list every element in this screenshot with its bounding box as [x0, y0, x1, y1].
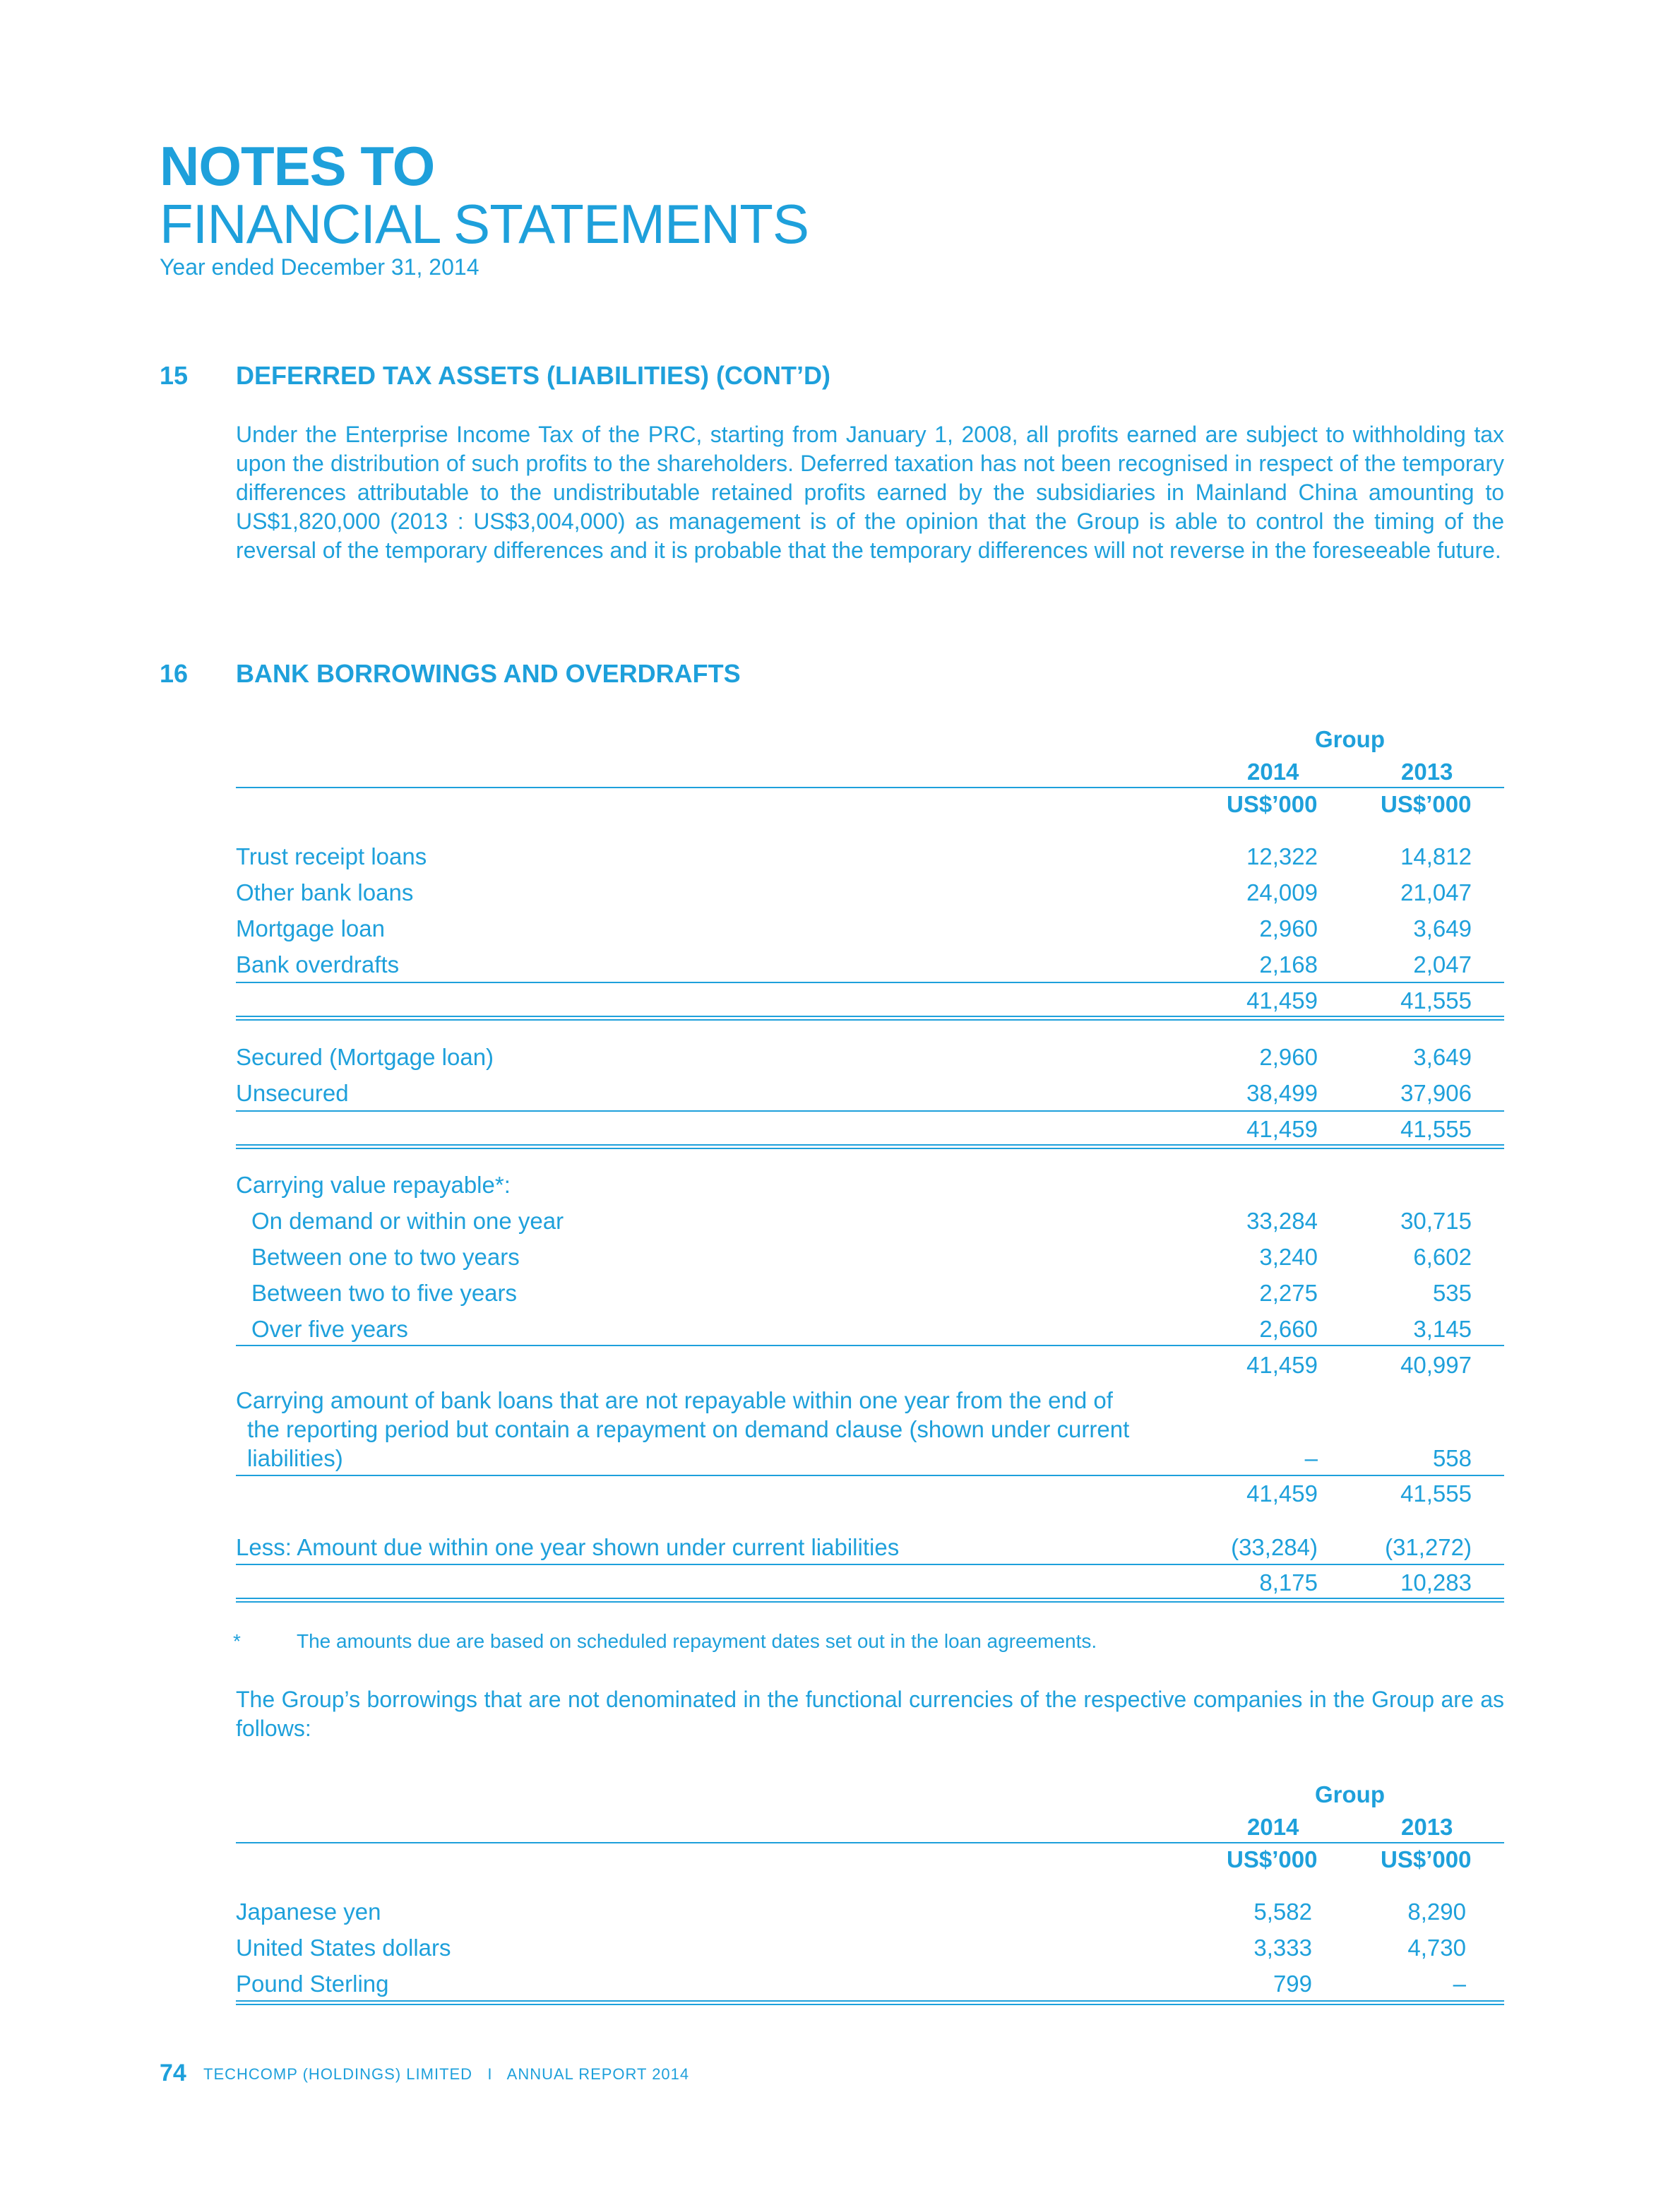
table-cell-2013: 3,145 [1413, 1316, 1472, 1342]
table-cell-2014: 38,499 [1246, 1080, 1318, 1106]
table-cell-2013: 535 [1432, 1280, 1472, 1306]
table-row-label: Carrying amount of bank loans that are not repayable within one year from the end of [236, 1387, 1113, 1413]
table1-unit-2013: US$’000 [1381, 791, 1472, 817]
table1-group-header: Group [1315, 726, 1385, 752]
table-cell-2013: – [1453, 1971, 1466, 1997]
table-cell-2013: 6,602 [1413, 1244, 1472, 1270]
table-cell-2013: 8,290 [1407, 1899, 1466, 1925]
table1-header-rule [236, 787, 1504, 788]
section-16-title: BANK BORROWINGS AND OVERDRAFTS [236, 659, 741, 688]
currency-paragraph: The Group’s borrowings that are not denominated in the functional currencies of the respective companies in the Group are as follows: [236, 1687, 1504, 1741]
table-row-label: Japanese yen [236, 1899, 381, 1925]
table-cell-2014: 3,240 [1259, 1244, 1318, 1270]
table-cell-2014: 12,322 [1246, 843, 1318, 869]
page-number: 74 [160, 2060, 186, 2086]
table2-group-header: Group [1315, 1781, 1385, 1807]
total-2014: 8,175 [1259, 1569, 1318, 1596]
table-row-label: Secured (Mortgage loan) [236, 1044, 494, 1070]
table-cell-2014: 799 [1273, 1971, 1312, 1997]
table-cell-2013: 3,649 [1413, 1044, 1472, 1070]
table-cell-2014: 2,960 [1259, 1044, 1318, 1070]
footer-report: ANNUAL REPORT 2014 [506, 2065, 690, 2083]
table-cell-2013: 2,047 [1413, 951, 1472, 978]
table1-year-2014: 2014 [1247, 759, 1299, 785]
table-row-label: Other bank loans [236, 879, 414, 905]
table2-year-2013: 2013 [1401, 1814, 1453, 1840]
table-row-label: Bank overdrafts [236, 951, 400, 978]
table-row-label: On demand or within one year [251, 1208, 564, 1234]
page-title-line1: NOTES TO [160, 135, 435, 197]
table-cell-2013: (31,272) [1385, 1534, 1472, 1560]
table-row-label: Over five years [251, 1316, 408, 1342]
subtotal-2013: 40,997 [1400, 1352, 1472, 1378]
subtotal-2014: 41,459 [1246, 1352, 1318, 1378]
subtotal-rule [236, 1564, 1504, 1565]
section-15-number: 15 [160, 361, 189, 390]
total-double-rule [236, 1598, 1504, 1603]
total-2013: 10,283 [1400, 1569, 1472, 1596]
total-double-rule [236, 1016, 1504, 1021]
footnote-text: The amounts due are based on scheduled repayment dates set out in the loan agreements. [297, 1630, 1097, 1652]
table-cell-2013: 558 [1432, 1445, 1472, 1471]
table-cell-2014: 2,960 [1259, 915, 1318, 941]
table-cell-2013: 3,649 [1413, 915, 1472, 941]
table1-year-2013: 2013 [1401, 759, 1453, 785]
table-row-label: Between two to five years [251, 1280, 518, 1306]
table-cell-2013: 21,047 [1400, 879, 1472, 905]
subtotal-2014: 41,459 [1246, 987, 1318, 1014]
table-row-label: Carrying value repayable*: [236, 1172, 511, 1198]
table-cell-2013: 30,715 [1400, 1208, 1472, 1234]
footnote-marker: * [233, 1630, 241, 1652]
table-row-label: Less: Amount due within one year shown under current liabilities [236, 1534, 900, 1560]
table-cell-2013: 4,730 [1407, 1935, 1466, 1961]
table-cell-2013: 37,906 [1400, 1080, 1472, 1106]
subtotal-rule [236, 982, 1504, 983]
subtotal-2013: 41,555 [1400, 1480, 1472, 1507]
table-row-label: Mortgage loan [236, 915, 385, 941]
table-row-label: Unsecured [236, 1080, 349, 1106]
subtotal-2013: 41,555 [1400, 1116, 1472, 1142]
section-15-title: DEFERRED TAX ASSETS (LIABILITIES) (CONT’D) [236, 361, 830, 390]
table-row-label: liabilities) [247, 1445, 343, 1471]
total-double-rule [236, 2000, 1504, 2005]
table-cell-2014: 2,660 [1259, 1316, 1318, 1342]
table-cell-2014: (33,284) [1231, 1534, 1318, 1560]
section-16-number: 16 [160, 659, 189, 688]
table-row-label: Trust receipt loans [236, 843, 427, 869]
footer-text [203, 2067, 689, 2082]
subtotal-rule [236, 1475, 1504, 1476]
section-15-paragraph: Under the Enterprise Income Tax of the PRC, starting from January 1, 2008, all profits earned are subject to withholding tax upon the distribution of such profits to the shareholders. Deferred taxation has not been recognised in respect of the temporary differences attributable to the undistributable retained profits earned by the subsidiaries in Mainland China amounting to US$1,820,000 (2013 : US$3,004,000) as management is of the opinion that the Group is able to control the timing of the reversal of the temporary differences and it is probable that the temporary differences will not reverse in the foreseeable future. [236, 422, 1504, 563]
page-subtitle: Year ended December 31, 2014 [160, 254, 479, 280]
subtotal-2014: 41,459 [1246, 1116, 1318, 1142]
table-row-label: Between one to two years [251, 1244, 520, 1270]
footer-separator: I [487, 2065, 493, 2083]
table-cell-2014: – [1304, 1445, 1318, 1471]
table-row-label: United States dollars [236, 1935, 451, 1961]
total-double-rule [236, 1144, 1504, 1149]
table-cell-2014: 2,168 [1259, 951, 1318, 978]
table-cell-2014: 2,275 [1259, 1280, 1318, 1306]
page-title-line2: FINANCIAL STATEMENTS [160, 193, 809, 255]
table-cell-2014: 5,582 [1253, 1899, 1312, 1925]
table2-unit-2013: US$’000 [1381, 1846, 1472, 1872]
table1-unit-2014: US$’000 [1227, 791, 1318, 817]
table2-unit-2014: US$’000 [1227, 1846, 1318, 1872]
footer-company: TECHCOMP (HOLDINGS) LIMITED [203, 2065, 473, 2083]
table2-year-2014: 2014 [1247, 1814, 1299, 1840]
table2-header-rule [236, 1842, 1504, 1843]
subtotal-2013: 41,555 [1400, 987, 1472, 1014]
table-row-label: the reporting period but contain a repayment on demand clause (shown under current [247, 1416, 1130, 1442]
subtotal-rule [236, 1345, 1504, 1346]
subtotal-2014: 41,459 [1246, 1480, 1318, 1507]
subtotal-rule [236, 1110, 1504, 1112]
table-cell-2013: 14,812 [1400, 843, 1472, 869]
table-row-label: Pound Sterling [236, 1971, 389, 1997]
table-cell-2014: 3,333 [1253, 1935, 1312, 1961]
table-cell-2014: 24,009 [1246, 879, 1318, 905]
table-cell-2014: 33,284 [1246, 1208, 1318, 1234]
